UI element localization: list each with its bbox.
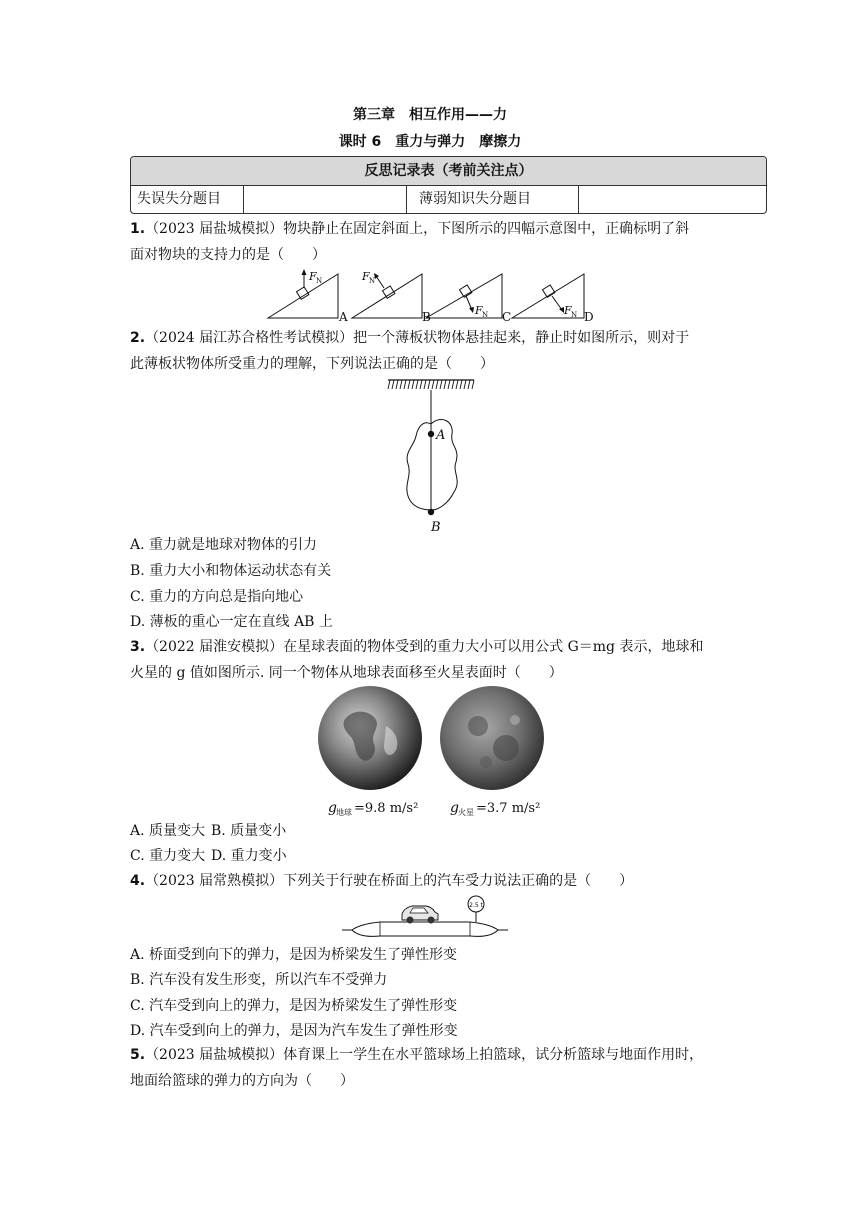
mars-image bbox=[440, 686, 544, 790]
table-input-weak-points[interactable] bbox=[580, 186, 760, 213]
q2-option-d: D. 薄板的重心一定在直线 AB 上 bbox=[130, 614, 333, 630]
q4-option-d: D. 汽车受到向上的弹力，是因为汽车发生了弹性形变 bbox=[130, 1023, 458, 1039]
q2-option-a: A. 重力就是地球对物体的引力 bbox=[130, 537, 318, 553]
q2-option-c: C. 重力的方向总是指向地心 bbox=[130, 589, 304, 605]
question-text: （2023 届盐城模拟）体育课上一学生在水平篮球场上拍篮球，试分析篮球与地面作用时， bbox=[145, 1047, 704, 1063]
question-text: （2024 届江苏合格性考试模拟）把一个薄板状物体悬挂起来，静止时如图所示，则对于 bbox=[145, 330, 690, 346]
table-divider bbox=[243, 186, 244, 213]
force-label: F bbox=[564, 304, 572, 317]
force-label: F bbox=[362, 270, 370, 283]
question-3 bbox=[130, 634, 740, 686]
question-2 bbox=[130, 325, 740, 377]
figure-label-d: D bbox=[584, 310, 594, 324]
incline-c bbox=[426, 274, 502, 318]
question-number: 1. bbox=[130, 221, 146, 237]
table-row bbox=[131, 186, 766, 213]
lesson-title: 课时 6 重力与弹力 摩擦力 bbox=[338, 134, 522, 150]
question-text: 火星的 g 值如图所示. 同一个物体从地球表面移至火星表面时（ ） bbox=[130, 665, 563, 681]
point-b-dot bbox=[428, 509, 434, 515]
mars-g-value: =3.7 m/s² bbox=[476, 801, 541, 816]
question-5 bbox=[130, 1042, 740, 1094]
point-a-label: A bbox=[436, 428, 446, 443]
q3-option-c: C. 重力变大 bbox=[130, 848, 206, 864]
q3-option-b: B. 质量变小 bbox=[211, 823, 287, 839]
q4-option-c: C. 汽车受到向上的弹力，是因为桥梁发生了弹性形变 bbox=[130, 998, 458, 1014]
table-divider bbox=[578, 186, 579, 213]
force-subscript: N bbox=[571, 311, 578, 319]
earth-g-subscript: 地球 bbox=[336, 808, 352, 817]
table-input-mistakes[interactable] bbox=[245, 186, 405, 213]
earth-g-value: =9.8 m/s² bbox=[354, 801, 419, 816]
q4-option-a: A. 桥面受到向下的弹力，是因为桥梁发生了弹性形变 bbox=[130, 947, 458, 963]
q4-option-b: B. 汽车没有发生形变，所以汽车不受弹力 bbox=[130, 972, 388, 988]
question-number: 4. bbox=[130, 873, 146, 889]
question-text: 面对物块的支持力的是（ ） bbox=[130, 247, 326, 263]
incline-a bbox=[268, 274, 338, 318]
question-number: 3. bbox=[130, 639, 146, 655]
mars-g-label: g bbox=[450, 800, 459, 816]
force-subscript: N bbox=[482, 311, 489, 319]
figure-label-b: B bbox=[422, 310, 431, 324]
planets-figure bbox=[310, 686, 560, 821]
question-1 bbox=[130, 216, 740, 268]
point-b-label: B bbox=[431, 520, 441, 535]
hanging-plate-figure bbox=[380, 376, 490, 536]
table-divider bbox=[406, 186, 407, 213]
force-label: F bbox=[309, 270, 317, 283]
question-number: 2. bbox=[130, 330, 146, 346]
figure-label-a: A bbox=[339, 310, 348, 324]
force-label: F bbox=[475, 304, 483, 317]
force-arrow-d bbox=[552, 296, 562, 310]
force-subscript: N bbox=[316, 277, 323, 285]
force-subscript: N bbox=[369, 277, 376, 285]
question-text: （2023 届盐城模拟）物块静止在固定斜面上，下图所示的四幅示意图中，正确标明了斜 bbox=[145, 221, 690, 237]
figure-label-c: C bbox=[502, 310, 512, 324]
mars-g-subscript: 火星 bbox=[458, 808, 474, 817]
bridge-figure bbox=[340, 894, 510, 942]
reflection-table bbox=[130, 156, 767, 214]
car-icon bbox=[402, 906, 438, 924]
table-cell-weak-points: 薄弱知识失分题目 bbox=[419, 191, 531, 207]
q3-option-d: D. 重力变小 bbox=[211, 848, 287, 864]
question-4 bbox=[130, 868, 740, 894]
q3-option-a: A. 质量变大 bbox=[130, 823, 206, 839]
q2-option-b: B. 重力大小和物体运动状态有关 bbox=[130, 563, 332, 579]
point-a-dot bbox=[428, 431, 434, 437]
earth-g-label: g bbox=[328, 800, 337, 816]
question-text: （2023 届常熟模拟）下列关于行驶在桥面上的汽车受力说法正确的是（ ） bbox=[145, 873, 634, 889]
force-arrow-b bbox=[376, 276, 384, 288]
table-cell-mistakes: 失误失分题目 bbox=[137, 191, 221, 207]
question-number: 5. bbox=[130, 1047, 146, 1063]
table-title: 反思记录表（考前关注点） bbox=[131, 157, 766, 186]
incline-figures bbox=[262, 266, 602, 324]
weight-limit-text: 2.5 t bbox=[469, 902, 483, 909]
chapter-title: 第三章 相互作用——力 bbox=[353, 107, 507, 123]
question-text: （2022 届淮安模拟）在星球表面的物体受到的重力大小可以用公式 G＝mg 表示，地球和 bbox=[145, 639, 704, 655]
question-text: 地面给篮球的弹力的方向为（ ） bbox=[130, 1073, 354, 1089]
question-text: 此薄板状物体所受重力的理解，下列说法正确的是（ ） bbox=[130, 356, 494, 372]
